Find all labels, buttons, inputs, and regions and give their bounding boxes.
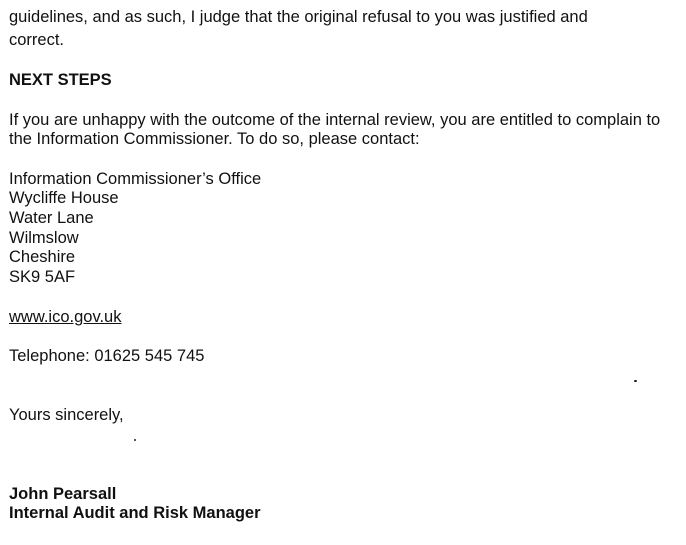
- ico-website-link[interactable]: www.ico.gov.uk: [9, 308, 122, 326]
- address-line: Wycliffe House: [9, 189, 119, 207]
- next-steps-heading: NEXT STEPS: [9, 71, 112, 89]
- address-line: Water Lane: [9, 209, 94, 227]
- address-line: Wilmslow: [9, 229, 79, 247]
- closing-text: Yours sincerely,: [9, 406, 124, 424]
- scan-speck: [134, 439, 136, 441]
- scan-speck: [634, 380, 637, 382]
- telephone-text: Telephone: 01625 545 745: [9, 347, 205, 365]
- next-steps-text-line-1: If you are unhappy with the outcome of the internal review, you are entitled to complain to: [9, 111, 661, 129]
- next-steps-text-line-2: the Information Commissioner. To do so, please contact:: [9, 130, 420, 148]
- address-line: SK9 5AF: [9, 268, 76, 286]
- address-line: Cheshire: [9, 248, 76, 266]
- address-line: Information Commissioner’s Office: [9, 170, 262, 188]
- signatory-name: John Pearsall: [9, 485, 117, 503]
- signatory-title: Internal Audit and Risk Manager: [9, 504, 261, 522]
- intro-text-line-1: guidelines, and as such, I judge that the original refusal to you was justified and: [9, 8, 588, 26]
- intro-text-line-2: correct.: [9, 31, 65, 49]
